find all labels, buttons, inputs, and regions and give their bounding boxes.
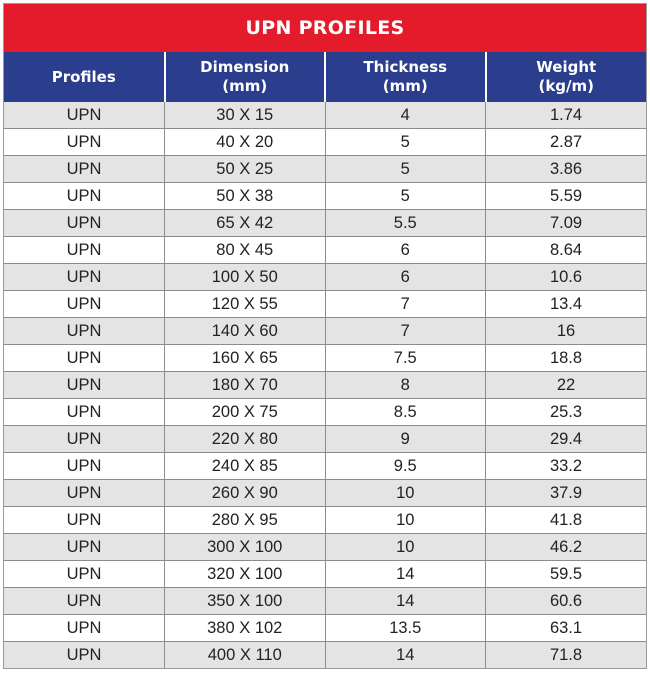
thickness-cell: 14	[325, 642, 486, 669]
weight-cell: 25.3	[486, 399, 647, 426]
weight-cell: 3.86	[486, 156, 647, 183]
weight-cell: 29.4	[486, 426, 647, 453]
column-header-dimension: Dimension (mm)	[165, 52, 326, 102]
table-row	[4, 534, 646, 561]
table-row	[4, 426, 646, 453]
thickness-cell: 10	[325, 534, 486, 561]
dimension-cell: 300 X 100	[165, 534, 326, 561]
profile-cell: UPN	[4, 345, 165, 372]
thickness-cell: 5	[325, 156, 486, 183]
profile-cell: UPN	[4, 588, 165, 615]
dimension-cell: 80 X 45	[165, 237, 326, 264]
thickness-cell: 14	[325, 561, 486, 588]
table-row	[4, 318, 646, 345]
thickness-cell: 5	[325, 129, 486, 156]
profile-cell: UPN	[4, 291, 165, 318]
thickness-cell: 5.5	[325, 210, 486, 237]
dimension-cell: 100 X 50	[165, 264, 326, 291]
table-row	[4, 264, 646, 291]
profile-cell: UPN	[4, 399, 165, 426]
profile-cell: UPN	[4, 642, 165, 669]
dimension-cell: 65 X 42	[165, 210, 326, 237]
table-row	[4, 102, 646, 129]
dimension-cell: 120 X 55	[165, 291, 326, 318]
weight-cell: 41.8	[486, 507, 647, 534]
weight-cell: 18.8	[486, 345, 647, 372]
table-row	[4, 507, 646, 534]
column-header-weight: Weight (kg/m)	[486, 52, 647, 102]
weight-cell: 7.09	[486, 210, 647, 237]
weight-cell: 16	[486, 318, 647, 345]
dimension-cell: 240 X 85	[165, 453, 326, 480]
thickness-cell: 8.5	[325, 399, 486, 426]
dimension-cell: 180 X 70	[165, 372, 326, 399]
profile-cell: UPN	[4, 426, 165, 453]
table-row	[4, 453, 646, 480]
table-row	[4, 291, 646, 318]
thickness-cell: 6	[325, 264, 486, 291]
thickness-cell: 7.5	[325, 345, 486, 372]
dimension-cell: 140 X 60	[165, 318, 326, 345]
profile-cell: UPN	[4, 372, 165, 399]
weight-cell: 59.5	[486, 561, 647, 588]
profiles-table	[4, 52, 646, 668]
dimension-cell: 40 X 20	[165, 129, 326, 156]
profile-cell: UPN	[4, 561, 165, 588]
dimension-cell: 220 X 80	[165, 426, 326, 453]
weight-cell: 2.87	[486, 129, 647, 156]
profile-cell: UPN	[4, 129, 165, 156]
header-row	[4, 52, 646, 102]
profile-cell: UPN	[4, 210, 165, 237]
thickness-cell: 4	[325, 102, 486, 129]
thickness-cell: 10	[325, 507, 486, 534]
dimension-cell: 50 X 25	[165, 156, 326, 183]
weight-cell: 13.4	[486, 291, 647, 318]
column-header-profiles: Profiles	[4, 52, 165, 102]
table-row	[4, 345, 646, 372]
table-row	[4, 399, 646, 426]
table-row	[4, 588, 646, 615]
profile-cell: UPN	[4, 507, 165, 534]
thickness-cell: 14	[325, 588, 486, 615]
weight-cell: 60.6	[486, 588, 647, 615]
table-row	[4, 615, 646, 642]
weight-cell: 33.2	[486, 453, 647, 480]
table-row	[4, 237, 646, 264]
table-body	[4, 102, 646, 668]
dimension-cell: 50 X 38	[165, 183, 326, 210]
dimension-cell: 260 X 90	[165, 480, 326, 507]
weight-cell: 22	[486, 372, 647, 399]
weight-cell: 1.74	[486, 102, 647, 129]
weight-cell: 63.1	[486, 615, 647, 642]
profile-cell: UPN	[4, 534, 165, 561]
weight-cell: 5.59	[486, 183, 647, 210]
profile-cell: UPN	[4, 183, 165, 210]
thickness-cell: 5	[325, 183, 486, 210]
thickness-cell: 8	[325, 372, 486, 399]
table-row	[4, 156, 646, 183]
dimension-cell: 160 X 65	[165, 345, 326, 372]
profile-cell: UPN	[4, 264, 165, 291]
thickness-cell: 9	[325, 426, 486, 453]
profile-cell: UPN	[4, 102, 165, 129]
weight-cell: 10.6	[486, 264, 647, 291]
column-header-thickness: Thickness (mm)	[325, 52, 486, 102]
dimension-cell: 400 X 110	[165, 642, 326, 669]
table-row	[4, 210, 646, 237]
table-title: UPN PROFILES	[4, 4, 646, 52]
weight-cell: 46.2	[486, 534, 647, 561]
profile-cell: UPN	[4, 156, 165, 183]
dimension-cell: 380 X 102	[165, 615, 326, 642]
thickness-cell: 7	[325, 291, 486, 318]
dimension-cell: 350 X 100	[165, 588, 326, 615]
table-row	[4, 480, 646, 507]
dimension-cell: 30 X 15	[165, 102, 326, 129]
profile-cell: UPN	[4, 318, 165, 345]
thickness-cell: 7	[325, 318, 486, 345]
dimension-cell: 280 X 95	[165, 507, 326, 534]
thickness-cell: 13.5	[325, 615, 486, 642]
table-row	[4, 561, 646, 588]
dimension-cell: 320 X 100	[165, 561, 326, 588]
weight-cell: 71.8	[486, 642, 647, 669]
thickness-cell: 10	[325, 480, 486, 507]
thickness-cell: 6	[325, 237, 486, 264]
weight-cell: 8.64	[486, 237, 647, 264]
table-row	[4, 129, 646, 156]
upn-profiles-table-card	[3, 3, 647, 669]
profile-cell: UPN	[4, 480, 165, 507]
profile-cell: UPN	[4, 237, 165, 264]
weight-cell: 37.9	[486, 480, 647, 507]
dimension-cell: 200 X 75	[165, 399, 326, 426]
table-row	[4, 642, 646, 669]
profile-cell: UPN	[4, 453, 165, 480]
table-row	[4, 183, 646, 210]
thickness-cell: 9.5	[325, 453, 486, 480]
table-row	[4, 372, 646, 399]
profile-cell: UPN	[4, 615, 165, 642]
